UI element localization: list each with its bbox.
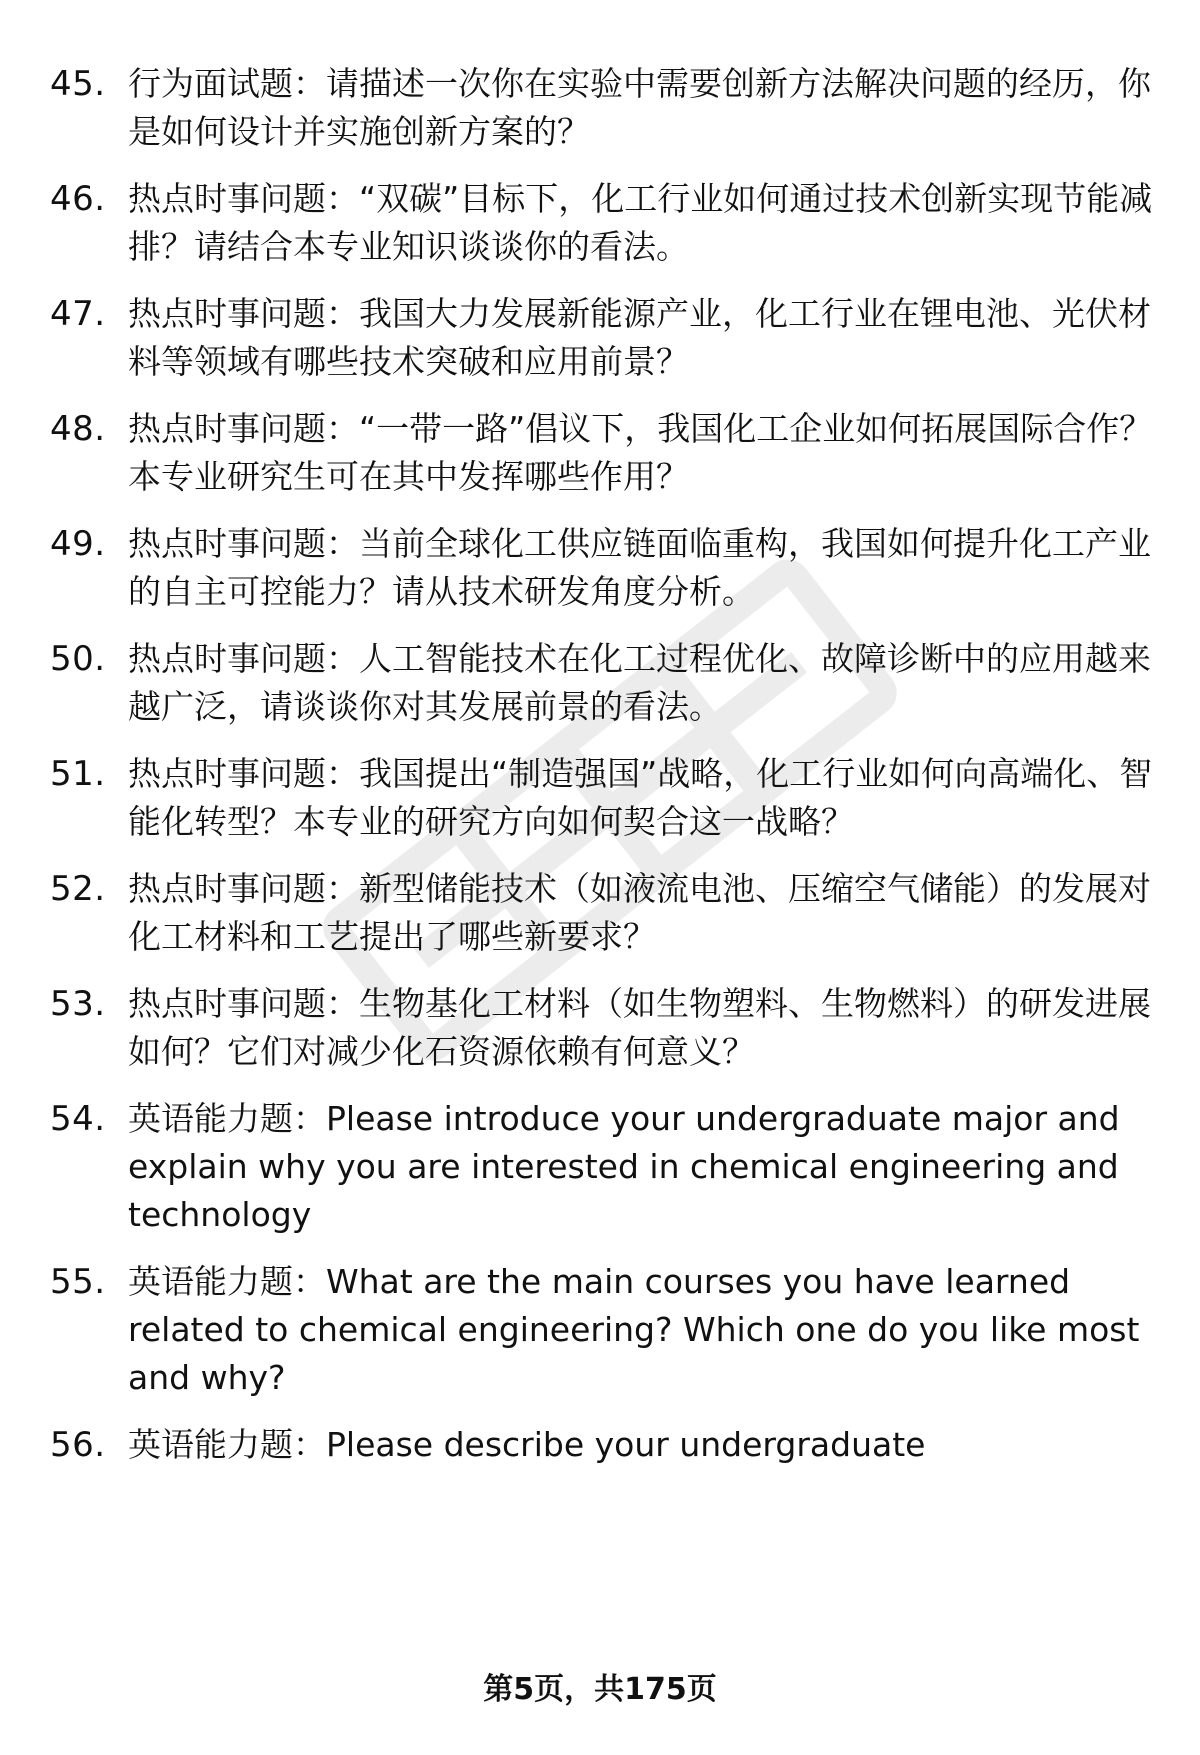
list-item: [50, 865, 1160, 961]
question-number: 50.: [50, 639, 106, 679]
question-text: 热点时事问题：我国大力发展新能源产业，化工行业在锂电池、光伏材料等领域有哪些技术突破和应用前景？: [128, 294, 1151, 381]
list-item: [50, 750, 1160, 846]
question-text: 热点时事问题：我国提出“制造强国”战略，化工行业如何向高端化、智能化转型？本专业的研究方向如何契合这一战略？: [128, 754, 1153, 841]
question-list: [50, 60, 1160, 1488]
question-text: 热点时事问题：“双碳”目标下，化工行业如何通过技术创新实现节能减排？请结合本专业知识谈谈你的看法。: [128, 179, 1153, 266]
list-item: [50, 290, 1160, 386]
question-number: 47.: [50, 294, 106, 334]
question-text: 热点时事问题：新型储能技术（如液流电池、压缩空气储能）的发展对化工材料和工艺提出了哪些新要求？: [128, 869, 1151, 956]
list-item: [50, 635, 1160, 731]
list-item: [50, 520, 1160, 616]
list-item: [50, 980, 1160, 1076]
list-item: [50, 405, 1160, 501]
list-item: [50, 175, 1160, 271]
question-text: 热点时事问题：人工智能技术在化工过程优化、故障诊断中的应用越来越广泛，请谈谈你对其发展前景的看法。: [128, 639, 1151, 726]
list-item: [50, 1421, 1160, 1469]
question-number: 56.: [50, 1425, 106, 1465]
question-number: 49.: [50, 524, 106, 564]
list-item: [50, 1258, 1160, 1402]
list-item: [50, 1095, 1160, 1239]
question-number: 52.: [50, 869, 106, 909]
list-item: [50, 60, 1160, 156]
question-number: 48.: [50, 409, 106, 449]
question-text: 热点时事问题：当前全球化工供应链面临重构，我国如何提升化工产业的自主可控能力？请从技术研发角度分析。: [128, 524, 1151, 611]
page-footer: 第5页，共175页: [483, 1672, 717, 1707]
question-text: 热点时事问题：生物基化工材料（如生物塑料、生物燃料）的研发进展如何？它们对减少化石资源依赖有何意义？: [128, 984, 1151, 1071]
question-number: 54.: [50, 1099, 106, 1139]
question-number: 45.: [50, 64, 106, 104]
question-text: 热点时事问题：“一带一路”倡议下，我国化工企业如何拓展国际合作？本专业研究生可在其中发挥哪些作用？: [128, 409, 1153, 496]
question-number: 53.: [50, 984, 106, 1024]
question-text: 英语能力题：Please introduce your undergraduate major and explain why you are interested in chemical engineering and technology: [128, 1099, 1120, 1234]
question-text: 英语能力题：Please describe your undergraduate: [128, 1425, 926, 1464]
question-text: 行为面试题：请描述一次你在实验中需要创新方法解决问题的经历，你是如何设计并实施创新方案的？: [128, 64, 1151, 151]
question-text: 英语能力题：What are the main courses you have learned related to chemical engineering? Which one do you like most and why?: [128, 1262, 1140, 1397]
question-number: 55.: [50, 1262, 106, 1302]
question-number: 46.: [50, 179, 106, 219]
question-number: 51.: [50, 754, 106, 794]
